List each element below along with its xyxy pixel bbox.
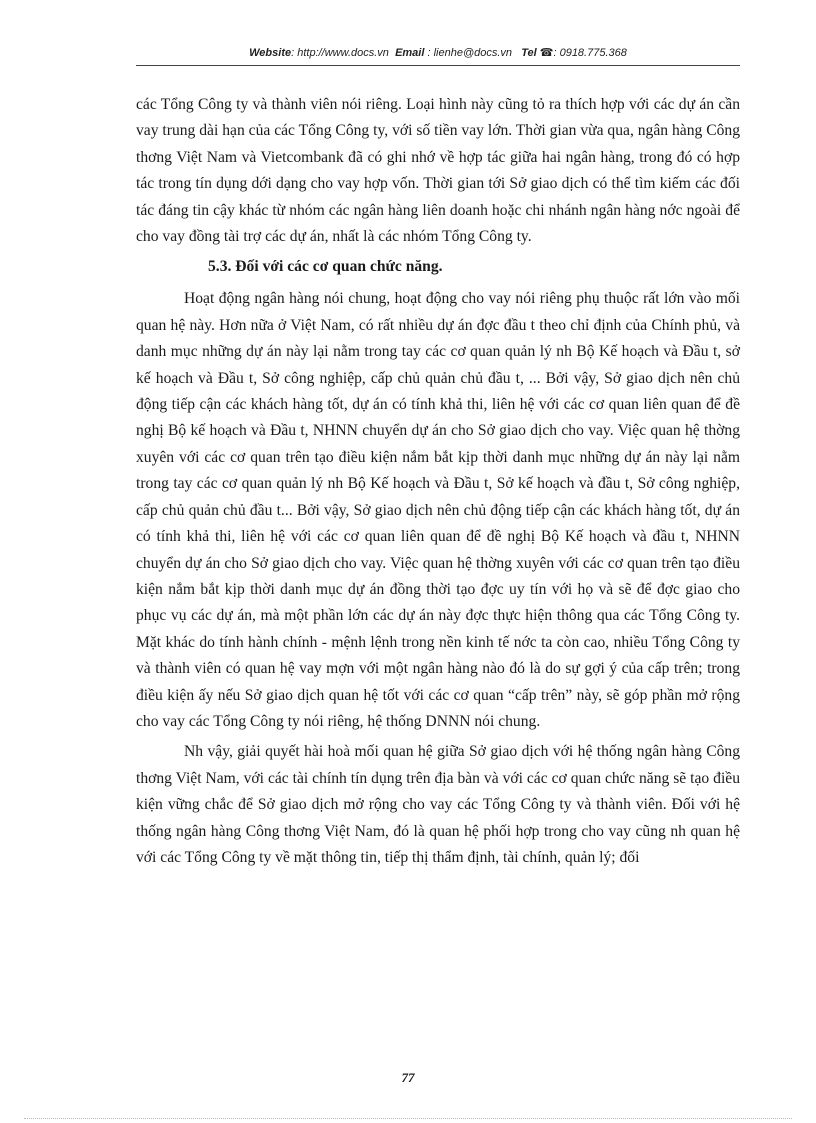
header-divider — [136, 65, 740, 66]
email-label: Email — [395, 47, 425, 59]
tel-label: Tel — [521, 47, 537, 59]
website-label: Website — [249, 47, 292, 59]
page-number: 77 — [401, 1070, 415, 1085]
page-bottom-border — [24, 1118, 792, 1119]
email-address[interactable]: : lienhe@docs.vn — [427, 47, 513, 59]
paragraph-1: các Tổng Công ty và thành viên nói riêng. Loại hình này cũng tỏ ra thích hợp với các dự án cần vay trung dài hạn của các Tổng Công ty, với số tiền vay lớn. Thời gian vừa qua, ngân hàng Công thơng Việt Nam và Vietcombank đã có ghi nhớ về hợp tác giữa hai ngân hàng, trong đó có hợp tác trong tín dụng dới dạng cho vay hợp vốn. Thời gian tới Sở giao dịch có thể tìm kiếm các đối tác đáng tin cậy khác từ nhóm các ngân hàng liên doanh hoặc chi nhánh ngân hàng nớc ngoài để cho vay đồng tài trợ các dự án, nhất là các nhóm Tổng Công ty. — [136, 96, 740, 246]
phone-icon: ☎ — [539, 47, 554, 59]
page-header — [136, 46, 740, 59]
paragraph-3: Nh vậy, giải quyết hài hoà mối quan hệ giữa Sở giao dịch với hệ thống ngân hàng Công thơng Việt Nam, với các tài chính tín dụng trên địa bàn và với các cơ quan chức năng sẽ tạo điều kiện vững chắc để Sở giao dịch mở rộng cho vay các Tổng Công ty và thành viên. Đối với hệ thống ngân hàng Công thơng Việt Nam, đó là quan hệ phối hợp trong cho vay cũng nh quan hệ với các Tổng Công ty về mặt thông tin, tiếp thị thẩm định, tài chính, quản lý; đối — [136, 743, 740, 866]
website-url[interactable]: : http://www.docs.vn — [291, 47, 389, 59]
paragraph-2: Hoạt động ngân hàng nói chung, hoạt động cho vay nói riêng phụ thuộc rất lớn vào mối quan hệ này. Hơn nữa ở Việt Nam, có rất nhiều dự án đợc đầu t theo chỉ định của Chính phủ, và danh mục những dự án này lại nằm trong tay các cơ quan quản lý nh Bộ Kế hoạch và Đầu t, sở kế hoạch và Đầu t, Sở công nghiệp, cấp chủ quản chủ đầu t, ... Bởi vậy, Sở giao dịch nên chủ động tiếp cận các khách hàng tốt, dự án có tính khả thi, liên hệ với các cơ quan liên quan để đề nghị Bộ kế hoạch và Đầu t, NHNN chuyển dự án cho Sở giao dịch cho vay. Việc quan hệ thờng xuyên với các cơ quan trên tạo điều kiện nắm bắt kịp thời danh mục những dự án này lại nằm trong tay các cơ quan quản lý nh Bộ Kế hoạch và Đầu t, Sở kế hoạch và đầu t, Sở công nghiệp, cấp chủ quản chủ đầu t... Bởi vậy, Sở giao dịch nên chủ động tiếp cận các khách hàng tốt, dự án có tính khả thi, liên hệ với các cơ quan liên quan để đề nghị Bộ Kế hoạch và đầu t, NHNN chuyển dự án cho Sở giao dịch cho vay. Việc quan hệ thờng xuyên với các cơ quan trên tạo điều kiện nắm bắt kịp thời danh mục dự án đồng thời tạo đợc uy tín với họ và sẽ để đợc giao cho phục vụ các dự án, mà một phần lớn các dự án này đợc thực hiện thông qua các Tổng Công ty. Mặt khác do tính hành chính - mệnh lệnh trong nền kinh tế nớc ta còn cao, nhiều Tổng Công ty và thành viên có quan hệ vay mợn với một ngân hàng nào đó là do sự gợi ý của cấp trên; trong điều kiện ấy nếu Sở giao dịch quan hệ tốt với các cơ quan “cấp trên” này, sẽ góp phần mở rộng cho vay các Tổng Công ty nói riêng, hệ thống DNNN nói chung. — [136, 290, 740, 730]
section-heading: 5.3. Đối với các cơ quan chức năng. — [208, 258, 443, 276]
tel-number: : 0918.775.368 — [553, 47, 627, 59]
document-body — [136, 92, 740, 875]
